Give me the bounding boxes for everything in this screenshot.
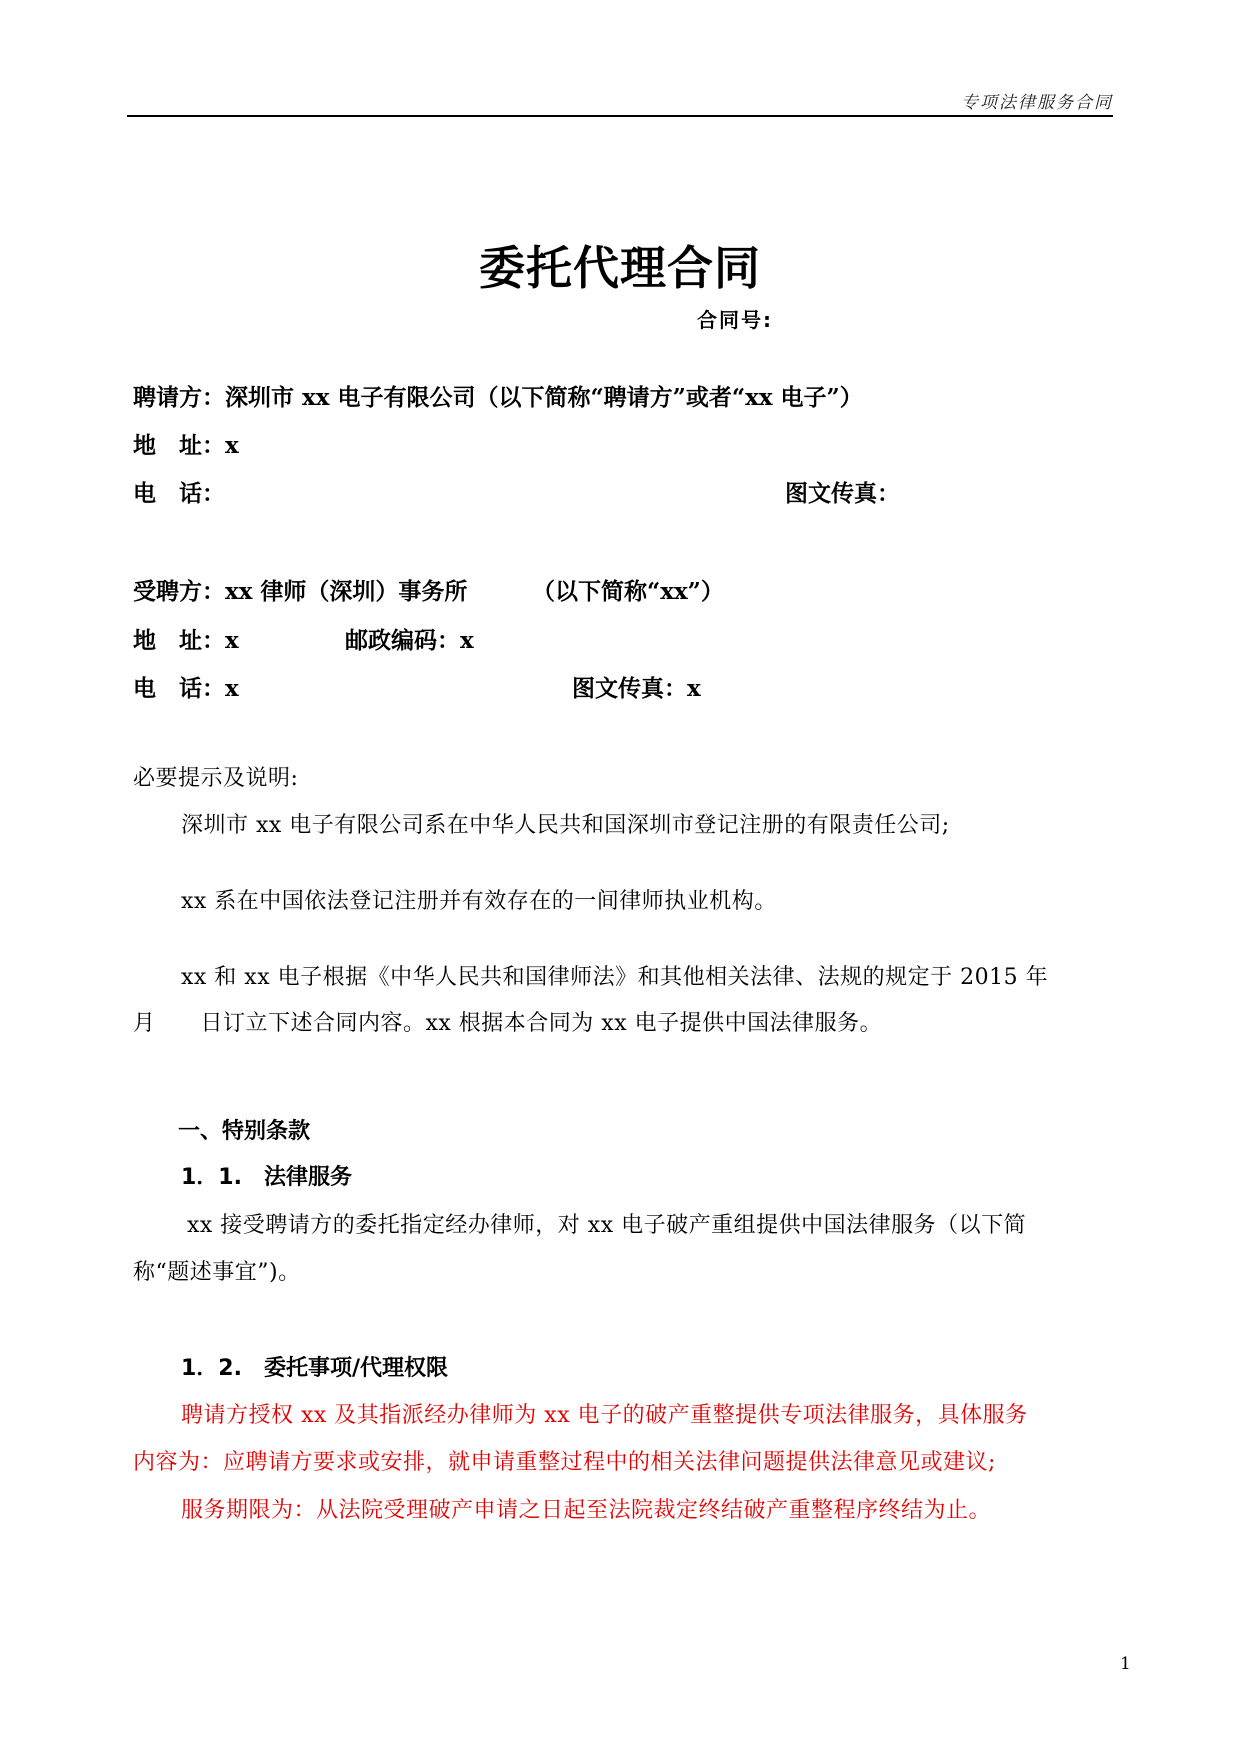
section-1-2-line-2: 内容为：应聘请方要求或安排，就申请重整过程中的相关法律问题提供法律意见或建议;	[133, 1450, 996, 1475]
notes-heading: 必要提示及说明:	[133, 766, 299, 791]
contractor-line: 受聘方：xx 律师（深圳）事务所	[133, 578, 468, 605]
section-1-1-line-2: 称“题述事宜”)。	[133, 1260, 301, 1285]
contractor-fax: 图文传真：x	[572, 675, 701, 702]
header-divider	[127, 115, 1113, 117]
section-1-1-line-1: xx 接受聘请方的委托指定经办律师，对 xx 电子破产重组提供中国法律服务（以下简	[187, 1213, 1027, 1238]
document-title: 委托代理合同	[479, 241, 761, 295]
contractor-phone: 电 话：x	[133, 675, 239, 702]
section-1-1-heading: 1．1. 法律服务	[181, 1165, 352, 1190]
contractor-short-name: （以下简称“xx”）	[532, 578, 724, 605]
contractor-postal-code: 邮政编码：x	[345, 627, 474, 654]
section-1-heading: 一、特别条款	[178, 1119, 311, 1144]
employer-address: 地 址：x	[133, 432, 239, 459]
section-1-2-heading: 1．2. 委托事项/代理权限	[181, 1356, 449, 1381]
notes-paragraph-3-line-1: xx 和 xx 电子根据《中华人民共和国律师法》和其他相关法律、法规的规定于 2015 年	[181, 965, 1049, 990]
notes-paragraph-2: xx 系在中国依法登记注册并有效存在的一间律师执业机构。	[181, 889, 777, 914]
notes-paragraph-1: 深圳市 xx 电子有限公司系在中华人民共和国深圳市登记注册的有限责任公司;	[181, 813, 950, 838]
employer-fax: 图文传真：	[785, 480, 900, 507]
section-1-2-line-1: 聘请方授权 xx 及其指派经办律师为 xx 电子的破产重整提供专项法律服务，具体服务	[181, 1403, 1028, 1428]
contractor-address: 地 址：x	[133, 627, 239, 654]
page-number: 1	[1120, 1654, 1131, 1674]
employer-line: 聘请方：深圳市 xx 电子有限公司（以下简称“聘请方”或者“xx 电子”）	[133, 384, 863, 411]
running-header: 专项法律服务合同	[961, 93, 1113, 113]
contract-number-label: 合同号:	[697, 308, 773, 332]
notes-paragraph-3-line-2: 月 日订立下述合同内容。xx 根据本合同为 xx 电子提供中国法律服务。	[133, 1011, 883, 1036]
employer-phone: 电 话：	[133, 480, 225, 507]
section-1-2-line-3: 服务期限为：从法院受理破产申请之日起至法院裁定终结破产重整程序终结为止。	[181, 1498, 992, 1523]
